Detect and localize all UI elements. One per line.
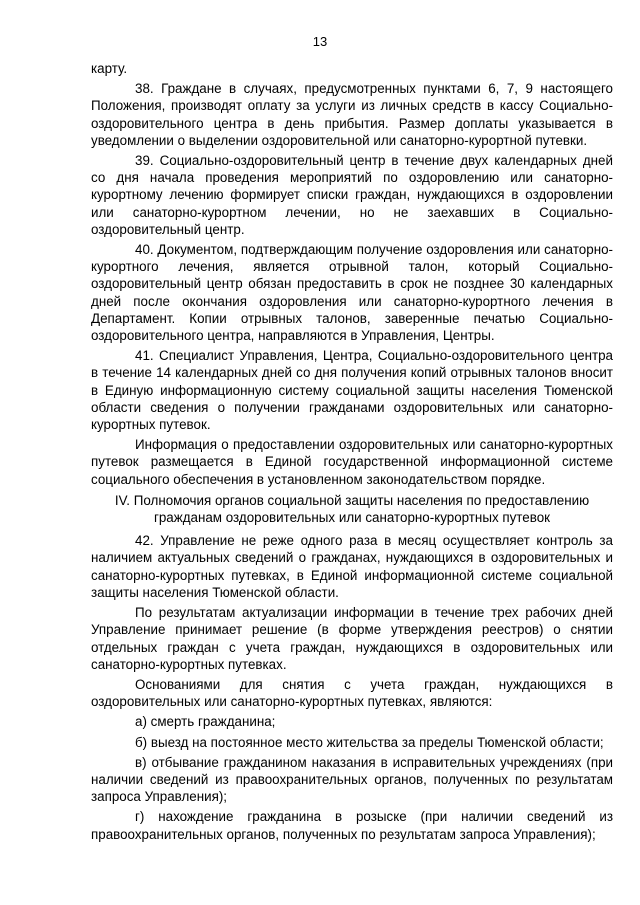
list-item-g: г) нахождение гражданина в розыске (при наличии сведений из правоохранительных органов, полученных по результатам запроса Управления);: [91, 809, 613, 842]
page-number: 13: [312, 34, 328, 49]
paragraph-continuation: карту.: [91, 61, 128, 76]
paragraph-38: 38. Граждане в случаях, предусмотренных пунктами 6, 7, 9 настоящего Положения, производят оплату за услуги из личных средств в кассу Социально-оздоровительного центра в день прибытия. Размер доплаты указывается в уведомлении о выделении оздоровительной или санаторно-курортной путевки.: [91, 81, 613, 148]
paragraph-42: 42. Управление не реже одного раза в месяц осуществляет контроль за наличием актуальных сведений о гражданах, нуждающихся в оздоровительных и санаторно-курортных путевках, в Единой информационной системе социальной защиты населения Тюменской области.: [91, 533, 613, 600]
list-item-b: б) выезд на постоянное место жительства за пределы Тюменской области;: [135, 734, 604, 750]
section-heading: IV. Полномочия органов социальной защиты населения по предоставлению гражданам оздоровительных или санаторно-курортных путевок: [114, 492, 590, 526]
list-item-a: а) смерть гражданина;: [135, 714, 276, 730]
paragraph-grounds: Основаниями для снятия с учета граждан, нуждающихся в оздоровительных или санаторно-курортных путевках, являются:: [91, 676, 613, 710]
paragraph-information: Информация о предоставлении оздоровительных или санаторно-курортных путевок размещается в Единой государственной информационной системе социального обеспечения в установленном законодательством порядке.: [91, 437, 613, 487]
list-item-v: в) отбывание гражданином наказания в исправительных учреждениях (при наличии сведений из правоохранительных органов, полученных по результатам запроса Управления);: [91, 754, 613, 805]
document-body: [91, 60, 613, 846]
paragraph-actualization: По результатам актуализации информации в течение трех рабочих дней Управление принимает решение (в форме утверждения реестров) о снятии отдельных граждан с учета граждан, нуждающихся в оздоровительных или санаторно-курортных путевках.: [91, 605, 613, 672]
paragraph-40: 40. Документом, подтверждающим получение оздоровления или санаторно-курортного лечения, является отрывной талон, который Социально-оздоровительный центр обязан предоставить в срок не позднее 30 календарных дней после окончания оздоровления или санаторно-курортного лечения в Департамент. Копии отрывных талонов, заверенные печатью Социально-оздоровительного центра, направляются в Управления, Центры.: [91, 242, 613, 344]
paragraph-41: 41. Специалист Управления, Центра, Социально-оздоровительного центра в течение 14 календарных дней со дня получения копий отрывных талонов вносит в Единую информационную систему социальной защиты населения Тюменской области сведения о получении гражданами оздоровительных или санаторно-курортных путевок.: [91, 348, 613, 433]
paragraph-39: 39. Социально-оздоровительный центр в течение двух календарных дней со дня начала проведения мероприятий по оздоровлению или санаторно-курортному лечению формирует списки граждан, нуждающихся в оздоровлении или санаторно-курортном лечении, но не заехавших в Социально-оздоровительный центр.: [91, 153, 613, 237]
